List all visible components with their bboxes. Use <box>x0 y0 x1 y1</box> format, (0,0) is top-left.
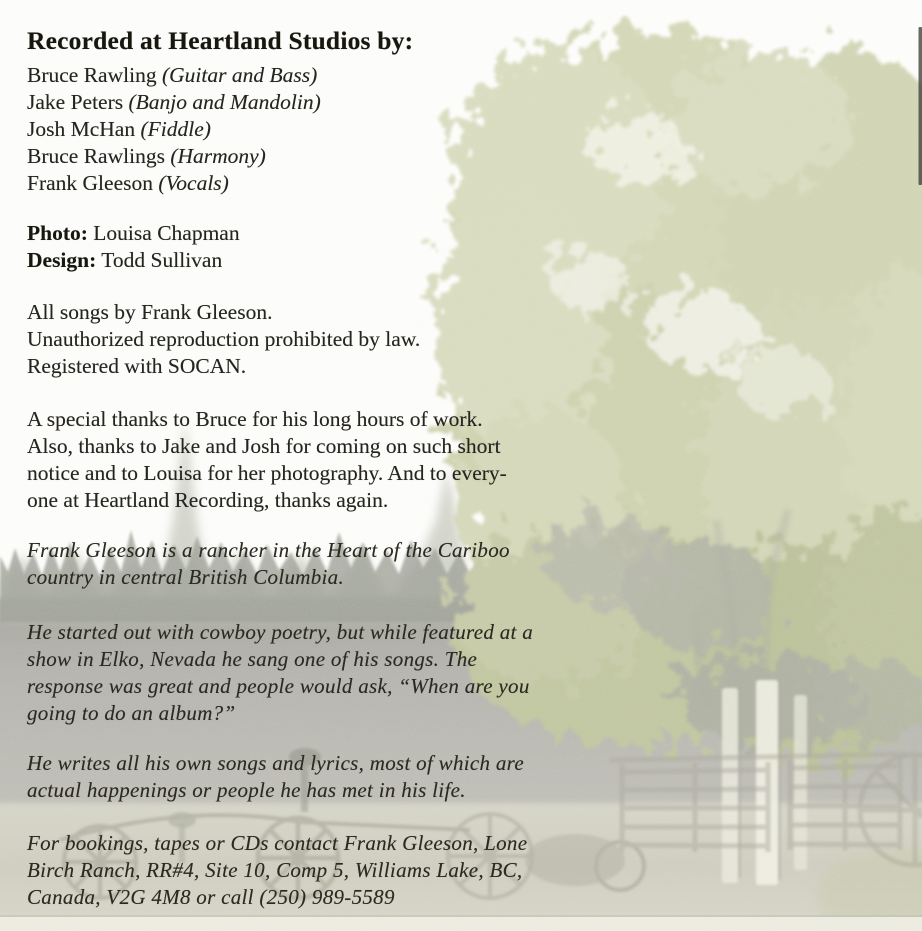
bio-line: actual happenings or people he has met in his life. <box>27 778 466 802</box>
rights-line: Registered with SOCAN. <box>27 354 247 378</box>
credit-line <box>27 62 321 89</box>
credit-role: (Harmony) <box>170 144 266 168</box>
credit-line <box>27 143 321 170</box>
rights-notice <box>27 299 420 380</box>
bio-line: going to do an album?” <box>27 701 236 725</box>
bio-paragraph-2 <box>27 619 533 727</box>
rights-line: Unauthorized reproduction prohibited by law. <box>27 327 421 351</box>
rights-line: All songs by Frank Gleeson. <box>27 300 273 324</box>
thanks-paragraph <box>27 406 507 514</box>
credit-role: (Guitar and Bass) <box>161 63 318 87</box>
contact-line: Birch Ranch, RR#4, Site 10, Comp 5, Williams Lake, BC, <box>27 858 523 882</box>
bio-line: He started out with cowboy poetry, but while featured at a <box>27 620 533 644</box>
bio-line: show in Elko, Nevada he sang one of his songs. The <box>27 647 478 671</box>
credit-name: Bruce Rawlings <box>27 144 165 168</box>
design-credit <box>27 247 240 274</box>
photo-credit <box>27 220 240 247</box>
bio-line: He writes all his own songs and lyrics, most of which are <box>27 751 524 775</box>
bio-paragraph-3 <box>27 750 524 804</box>
bio-paragraph-1 <box>27 537 510 591</box>
contact-line: Canada, V2G 4M8 or call (250) 989-5589 <box>27 885 395 909</box>
credit-line <box>27 89 321 116</box>
bio-line: response was great and people would ask, “When are you <box>27 674 530 698</box>
thanks-line: A special thanks to Bruce for his long hours of work. <box>27 407 483 431</box>
design-credit-value: Todd Sullivan <box>101 248 223 272</box>
credits-heading: Recorded at Heartland Studios by: <box>27 26 414 55</box>
credit-name: Josh McHan <box>27 117 136 141</box>
credit-role: (Fiddle) <box>140 117 211 141</box>
thanks-line: notice and to Louisa for her photography. And to every- <box>27 461 507 485</box>
credit-line <box>27 116 321 143</box>
credit-name: Bruce Rawling <box>27 63 157 87</box>
production-credits <box>27 220 240 274</box>
bio-line: country in central British Columbia. <box>27 565 345 589</box>
credit-name: Jake Peters <box>27 90 124 114</box>
credit-line <box>27 170 321 197</box>
credits-list <box>27 62 321 197</box>
credit-role: (Vocals) <box>158 171 229 195</box>
photo-credit-value: Louisa Chapman <box>93 221 240 245</box>
credit-name: Frank Gleeson <box>27 171 153 195</box>
contact-paragraph <box>27 830 527 911</box>
contact-line: For bookings, tapes or CDs contact Frank Gleeson, Lone <box>27 831 528 855</box>
thanks-line: Also, thanks to Jake and Josh for coming on such short <box>27 434 501 458</box>
thanks-line: one at Heartland Recording, thanks again. <box>27 488 389 512</box>
credit-role: (Banjo and Mandolin) <box>128 90 321 114</box>
photo-credit-label: Photo: <box>27 221 88 245</box>
bio-line: Frank Gleeson is a rancher in the Heart of the Cariboo <box>27 538 510 562</box>
design-credit-label: Design: <box>27 248 97 272</box>
